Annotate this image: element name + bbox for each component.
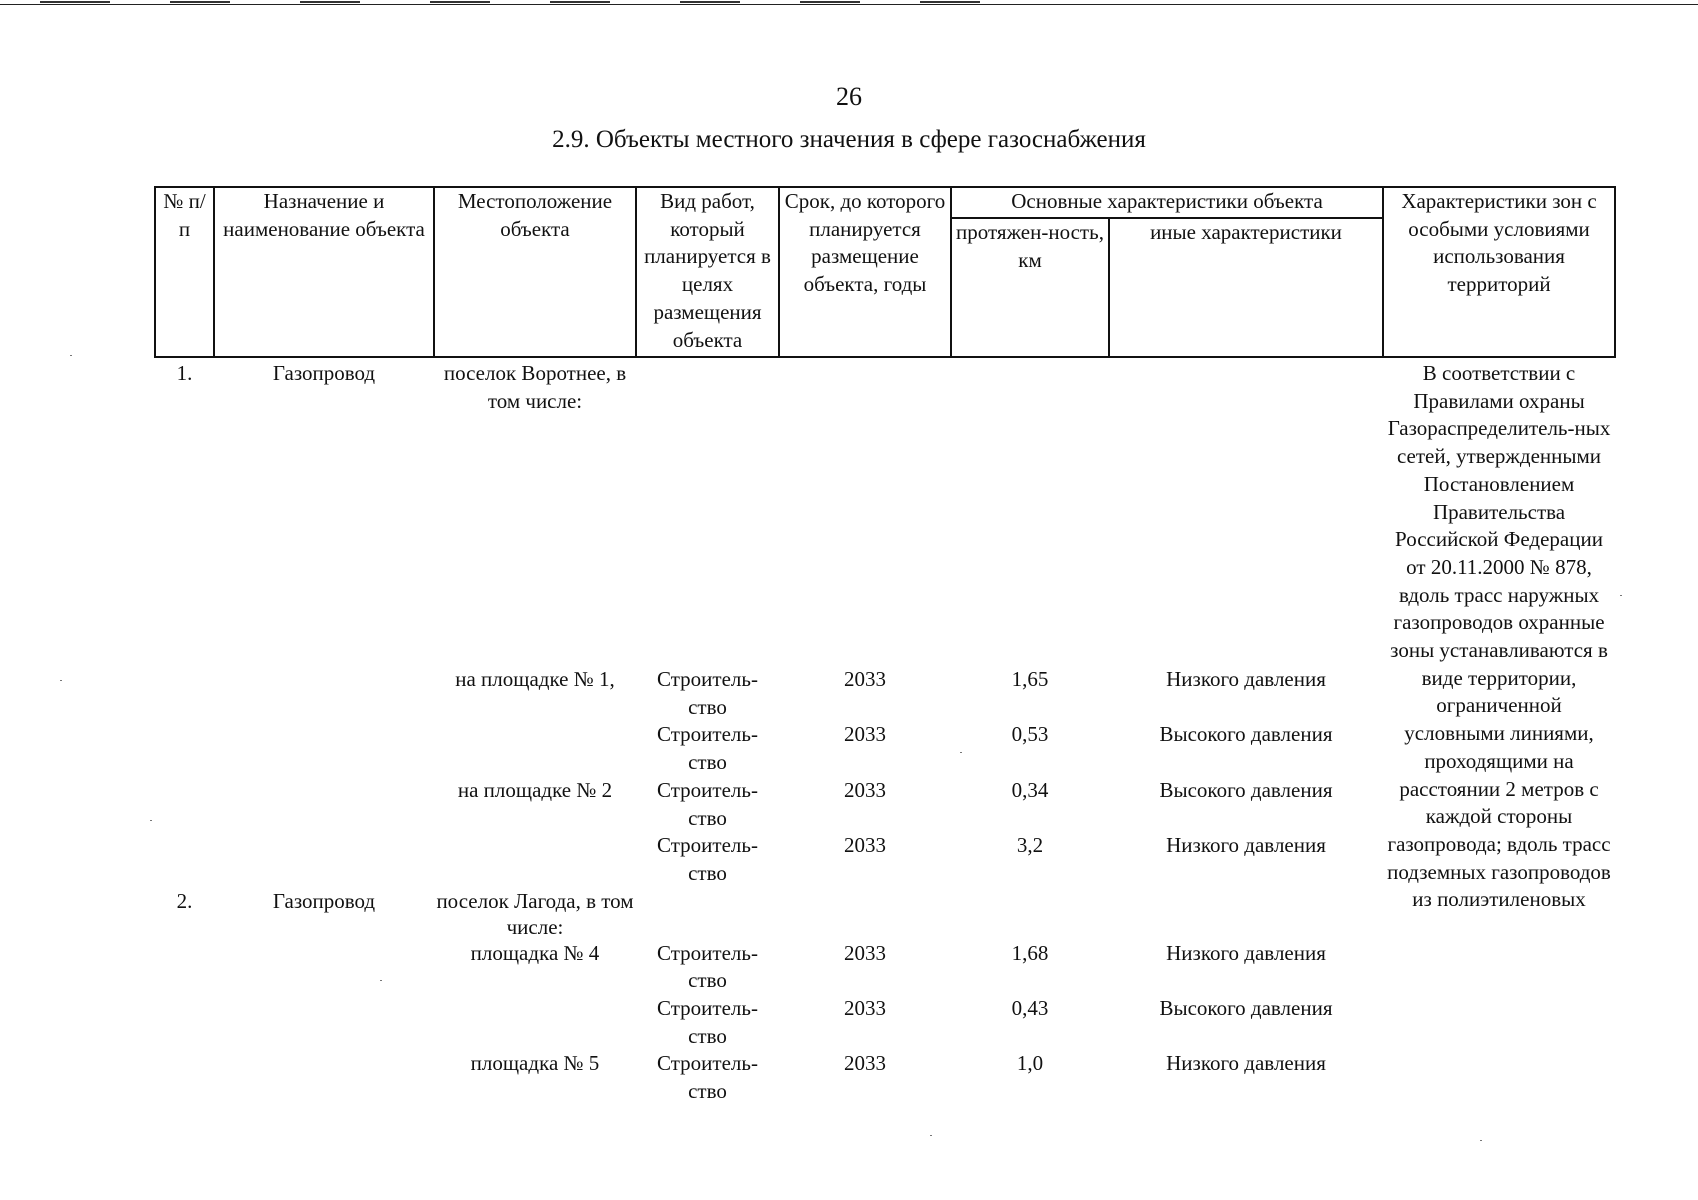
top-dash xyxy=(800,1,860,3)
row-term: 2033 xyxy=(844,722,886,747)
row-other: Низкого давления xyxy=(1166,833,1326,858)
row-length: 0,34 xyxy=(1011,777,1049,802)
row-location xyxy=(434,832,636,887)
row-term: 2033 xyxy=(844,1051,886,1076)
top-dash xyxy=(430,1,490,3)
row-other: Высокого давления xyxy=(1159,996,1333,1021)
top-dash xyxy=(550,1,610,3)
object-location: поселок Лагода, в том числе: xyxy=(436,888,634,939)
row-location: на площадке № 2 xyxy=(457,777,613,802)
header-length: протяжен-ность, км xyxy=(951,218,1109,357)
header-work-type: Вид работ, который планируется в целях размещения объекта xyxy=(636,187,779,357)
row-location xyxy=(434,721,636,776)
row-term: 2033 xyxy=(844,777,886,802)
header-location: Местоположение объекта xyxy=(434,187,636,357)
section-title: 2.9. Объекты местного значения в сфере газоснабжения xyxy=(552,126,1146,153)
object-location: поселок Воротнее, в том числе: xyxy=(443,361,627,413)
top-edge-line xyxy=(0,4,1698,5)
scan-speck xyxy=(60,680,62,681)
top-dash xyxy=(170,1,230,3)
row-location: площадка № 4 xyxy=(470,940,600,965)
object-name: Газопровод xyxy=(272,888,376,913)
header-term: Срок, до которого планируется размещение объекта, годы xyxy=(779,187,951,357)
top-dash xyxy=(300,1,360,3)
row-work-type: Строитель-ство xyxy=(657,940,758,993)
row-term: 2033 xyxy=(844,996,886,1021)
scan-speck xyxy=(150,820,152,821)
zone-characteristics: В соответствии с Правилами охраны Газораспределитель-ных сетей, утвержденными Постановлением Правительства Российской Федерации от 20.11.2000 № 878, вдоль трасс наружных газопроводов охранные зоны устанавливаются в виде территории, ограниченной условными линиями, проходящими на расстоянии 2 метров с каждой стороны газопровода; вдоль трасс подземных газопроводов из полиэтиленовых xyxy=(1387,361,1611,912)
object-number: 1. xyxy=(176,361,193,385)
row-work-type: Строитель-ство xyxy=(657,1051,758,1104)
row-other: Низкого давления xyxy=(1166,940,1326,965)
row-location: площадка № 5 xyxy=(470,1051,600,1076)
header-zones: Характеристики зон с особыми условиями использования территорий xyxy=(1383,187,1615,357)
header-num: № п/п xyxy=(155,187,214,357)
row-location xyxy=(434,995,636,1050)
row-location: на площадке № 1, xyxy=(455,667,615,691)
row-work-type: Строитель-ство xyxy=(657,722,758,775)
header-name: Назначение и наименование объекта xyxy=(214,187,434,357)
row-work-type: Строитель-ство xyxy=(657,667,758,719)
row-term: 2033 xyxy=(844,940,886,965)
row-length: 3,2 xyxy=(1016,833,1044,858)
row-other: Низкого давления xyxy=(1166,667,1326,691)
scan-speck xyxy=(70,355,72,356)
row-other: Высокого давления xyxy=(1159,722,1333,747)
row-length: 0,53 xyxy=(1011,722,1049,747)
row-other: Высокого давления xyxy=(1159,777,1333,802)
row-length: 0,43 xyxy=(1011,996,1049,1021)
gas-objects-table xyxy=(154,186,1616,1138)
row-work-type: Строитель-ство xyxy=(657,777,758,830)
row-work-type: Строитель-ство xyxy=(657,833,758,885)
row-work-type: Строитель-ство xyxy=(657,996,758,1048)
top-dash xyxy=(920,1,980,3)
object-number: 2. xyxy=(176,888,193,913)
row-other: Низкого давления xyxy=(1166,1051,1326,1076)
table-row xyxy=(155,357,1615,666)
object-name: Газопровод xyxy=(272,361,376,385)
top-dash xyxy=(680,1,740,3)
row-length: 1,0 xyxy=(1016,1051,1044,1076)
header-main-characteristics: Основные характеристики объекта xyxy=(951,187,1383,218)
scan-speck xyxy=(1480,1140,1482,1141)
row-length: 1,68 xyxy=(1011,940,1049,965)
scan-speck xyxy=(1620,595,1622,596)
row-length: 1,65 xyxy=(1011,667,1049,691)
row-term: 2033 xyxy=(844,833,886,858)
row-term: 2033 xyxy=(844,667,886,691)
header-other: иные характеристики xyxy=(1109,218,1383,357)
top-dash xyxy=(40,1,110,3)
page-number: 26 xyxy=(836,82,862,111)
